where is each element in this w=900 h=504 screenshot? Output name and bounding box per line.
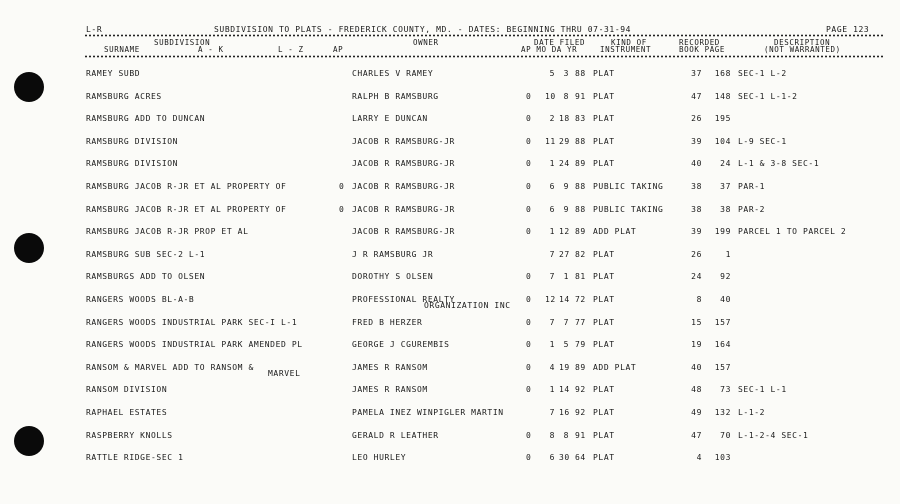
description: PARCEL 1 TO PARCEL 2 xyxy=(738,227,847,237)
owner-name: FRED B HERZER xyxy=(352,317,423,327)
description: L-9 SEC-1 xyxy=(738,136,787,146)
kind-of-instrument: PLAT xyxy=(593,272,615,282)
subdivision-name: RAMSBURG JACOB R-JR PROP ET AL xyxy=(86,227,249,237)
subdivision-name: RANSOM & MARVEL ADD TO RANSOM & xyxy=(86,362,254,372)
day: 12 xyxy=(559,227,570,237)
month: 5 xyxy=(549,69,555,78)
subdivision-name-continued: MARVEL xyxy=(268,368,301,378)
month: 10 xyxy=(545,91,556,101)
kind-of-instrument: PLAT xyxy=(593,91,615,101)
book: 38 xyxy=(691,204,702,214)
col-kind-of-header: KIND OF xyxy=(611,38,647,47)
year: 72 xyxy=(575,295,586,304)
subdivision-name: RAMSBURG DIVISION xyxy=(86,159,179,169)
subdivision-name: RAMSBURG ACRES xyxy=(86,91,162,101)
owner-name: PROFESSIONAL REALTY xyxy=(352,295,455,304)
page: 40 xyxy=(720,295,731,304)
book: 15 xyxy=(691,317,702,327)
day: 14 xyxy=(559,295,570,304)
month: 6 xyxy=(549,453,555,463)
page: 73 xyxy=(720,385,731,395)
subdivision-name: RAPHAEL ESTATES xyxy=(86,408,168,417)
book: 38 xyxy=(691,182,702,191)
book: 26 xyxy=(691,114,702,124)
kind-of-instrument: ADD PLAT xyxy=(593,362,637,372)
day: 9 xyxy=(563,204,569,214)
record-row xyxy=(0,295,900,310)
kind-of-instrument: PUBLIC TAKING xyxy=(593,204,664,214)
book: 26 xyxy=(691,249,702,259)
book: 39 xyxy=(691,136,702,146)
ap-flag: 0 xyxy=(526,204,532,214)
month: 1 xyxy=(549,340,555,350)
ap-flag: 0 xyxy=(526,453,532,463)
description: SEC-1 L-2 xyxy=(738,69,787,78)
subdivision-name: RAMSBURG DIVISION xyxy=(86,136,179,146)
book: 24 xyxy=(691,272,702,282)
book: 47 xyxy=(691,430,702,440)
kind-of-instrument: PLAT xyxy=(593,453,615,463)
subdivision-name: RAMSBURG JACOB R-JR ET AL PROPERTY OF xyxy=(86,204,287,214)
ap-flag: 0 xyxy=(526,295,532,304)
subdivision-name: RANSOM DIVISION xyxy=(86,385,168,395)
kind-of-instrument: PLAT xyxy=(593,385,615,395)
col-l-z-header: L - Z xyxy=(278,45,304,54)
day: 5 xyxy=(563,340,569,350)
owner-name: JACOB R RAMSBURG-JR xyxy=(352,136,455,146)
ap-flag: 0 xyxy=(526,272,532,282)
kind-of-instrument: PLAT xyxy=(593,159,615,169)
book: 40 xyxy=(691,159,702,169)
col-a-k-header: A - K xyxy=(198,45,224,54)
owner-name: JAMES R RANSOM xyxy=(352,362,428,372)
description: PAR-1 xyxy=(738,182,766,191)
year: 89 xyxy=(575,362,586,372)
page: 24 xyxy=(720,159,731,169)
day: 3 xyxy=(563,69,569,78)
day: 8 xyxy=(563,430,569,440)
subdivision-name: RAMSBURG ADD TO DUNCAN xyxy=(86,114,206,124)
ap-flag: 0 xyxy=(526,136,532,146)
year: 81 xyxy=(575,272,586,282)
book: 39 xyxy=(691,227,702,237)
subdivision-name: RAMEY SUBD xyxy=(86,69,141,78)
year: 91 xyxy=(575,91,586,101)
subdivision-name: RANGERS WOODS INDUSTRIAL PARK AMENDED PL xyxy=(86,340,303,350)
description: PAR-2 xyxy=(738,204,766,214)
kind-of-instrument: PLAT xyxy=(593,317,615,327)
year: 92 xyxy=(575,408,586,417)
record-row xyxy=(0,250,900,262)
book: 48 xyxy=(691,385,702,395)
owner-name: LARRY E DUNCAN xyxy=(352,114,428,124)
record-row xyxy=(0,137,900,149)
owner-name: PAMELA INEZ WINPIGLER MARTIN xyxy=(352,408,504,417)
kind-of-instrument: PLAT xyxy=(593,69,615,78)
day: 9 xyxy=(563,182,569,191)
col-instrument-header: INSTRUMENT xyxy=(600,45,652,54)
year: 88 xyxy=(575,182,586,191)
description: L-1 & 3-8 SEC-1 xyxy=(738,159,820,169)
owner-name: DOROTHY S OLSEN xyxy=(352,272,434,282)
col-ap-mo-da-yr-header: AP MO DA YR xyxy=(521,45,578,54)
month: 1 xyxy=(549,227,555,237)
page: 157 xyxy=(714,317,731,327)
page: 38 xyxy=(720,204,731,214)
page: 104 xyxy=(714,136,731,146)
col-recorded-header: RECORDED xyxy=(679,38,720,47)
record-row xyxy=(0,431,900,443)
record-row xyxy=(0,92,900,104)
year: 83 xyxy=(575,114,586,124)
subdivision-name: RANGERS WOODS BL-A-B xyxy=(86,295,195,304)
page: 92 xyxy=(720,272,731,282)
month: 6 xyxy=(549,204,555,214)
page: 103 xyxy=(714,453,731,463)
record-row xyxy=(0,272,900,284)
book: 37 xyxy=(691,69,702,78)
owner-name: JACOB R RAMSBURG-JR xyxy=(352,204,455,214)
ap-flag: 0 xyxy=(526,385,532,395)
col-ap-header: AP xyxy=(333,45,344,54)
owner-name: JACOB R RAMSBURG-JR xyxy=(352,227,455,237)
ap-flag: 0 xyxy=(526,340,532,350)
page: 164 xyxy=(714,340,731,350)
ap-flag: 0 xyxy=(526,114,532,124)
day: 29 xyxy=(559,136,570,146)
record-row xyxy=(0,385,900,397)
page: 157 xyxy=(714,362,731,372)
owner-name: JACOB R RAMSBURG-JR xyxy=(352,182,455,191)
col-description-header: DESCRIPTION xyxy=(774,38,831,47)
ap-mark: 0 xyxy=(339,182,345,191)
month: 1 xyxy=(549,159,555,169)
day: 19 xyxy=(559,362,570,372)
day: 16 xyxy=(559,408,570,417)
record-row xyxy=(0,69,900,81)
month: 7 xyxy=(549,272,555,282)
col-not-warranted-header: (NOT WARRANTED) xyxy=(764,45,841,54)
owner-name: LEO HURLEY xyxy=(352,453,407,463)
kind-of-instrument: PLAT xyxy=(593,295,615,304)
subdivision-name: RATTLE RIDGE-SEC 1 xyxy=(86,453,184,463)
year: 82 xyxy=(575,249,586,259)
subdivision-name: RANGERS WOODS INDUSTRIAL PARK SEC-I L-1 xyxy=(86,317,298,327)
day: 27 xyxy=(559,249,570,259)
day: 14 xyxy=(559,385,570,395)
subdivision-name: RAMSBURG JACOB R-JR ET AL PROPERTY OF xyxy=(86,182,287,191)
book: 47 xyxy=(691,91,702,101)
page: 199 xyxy=(714,227,731,237)
kind-of-instrument: PLAT xyxy=(593,114,615,124)
page-number: PAGE 123 xyxy=(826,25,870,34)
month: 11 xyxy=(545,136,556,146)
year: 79 xyxy=(575,340,586,350)
book: 49 xyxy=(691,408,702,417)
description: L-1-2-4 SEC-1 xyxy=(738,430,809,440)
kind-of-instrument: PUBLIC TAKING xyxy=(593,182,664,191)
kind-of-instrument: PLAT xyxy=(593,408,615,417)
book: 40 xyxy=(691,362,702,372)
year: 89 xyxy=(575,159,586,169)
report-code: L-R xyxy=(86,25,103,34)
year: 64 xyxy=(575,453,586,463)
record-row xyxy=(0,340,900,352)
subdivision-name: RAMSBURG SUB SEC-2 L-1 xyxy=(86,249,206,259)
month: 7 xyxy=(549,249,555,259)
record-row xyxy=(0,362,900,378)
ap-flag: 0 xyxy=(526,182,532,191)
month: 8 xyxy=(549,430,555,440)
col-date-filed-header: DATE FILED xyxy=(534,38,586,47)
ap-flag: 0 xyxy=(526,317,532,327)
page: 1 xyxy=(725,249,731,259)
ap-mark: 0 xyxy=(339,204,345,214)
month: 7 xyxy=(549,317,555,327)
kind-of-instrument: ADD PLAT xyxy=(593,227,637,237)
owner-name: J R RAMSBURG JR xyxy=(352,249,434,259)
col-subdivision-header: SUBDIVISION xyxy=(154,38,211,47)
month: 12 xyxy=(545,295,556,304)
asterisk-rule-top xyxy=(84,34,884,37)
ap-flag: 0 xyxy=(526,91,532,101)
record-row xyxy=(0,318,900,330)
kind-of-instrument: PLAT xyxy=(593,430,615,440)
page: 37 xyxy=(720,182,731,191)
record-row xyxy=(0,182,900,194)
year: 89 xyxy=(575,227,586,237)
subdivision-name: RAMSBURGS ADD TO OLSEN xyxy=(86,272,206,282)
ap-flag: 0 xyxy=(526,159,532,169)
day: 30 xyxy=(559,453,570,463)
year: 91 xyxy=(575,430,586,440)
page: 168 xyxy=(714,69,731,78)
year: 77 xyxy=(575,317,586,327)
subdivision-name: RASPBERRY KNOLLS xyxy=(86,430,173,440)
month: 4 xyxy=(549,362,555,372)
owner-name: JACOB R RAMSBURG-JR xyxy=(352,159,455,169)
owner-name-continued: ORGANIZATION INC xyxy=(424,301,511,310)
description: SEC-1 L-1-2 xyxy=(738,91,798,101)
ap-flag: 0 xyxy=(526,362,532,372)
page: 132 xyxy=(714,408,731,417)
owner-name: RALPH B RAMSBURG xyxy=(352,91,439,101)
description: SEC-1 L-1 xyxy=(738,385,787,395)
owner-name: CHARLES V RAMEY xyxy=(352,69,434,78)
kind-of-instrument: PLAT xyxy=(593,136,615,146)
month: 1 xyxy=(549,385,555,395)
book: 4 xyxy=(696,453,702,463)
owner-name: GEORGE J CGUREMBIS xyxy=(352,340,450,350)
record-row xyxy=(0,453,900,465)
month: 6 xyxy=(549,182,555,191)
year: 92 xyxy=(575,385,586,395)
record-row xyxy=(0,159,900,171)
record-row xyxy=(0,205,900,217)
record-row xyxy=(0,408,900,420)
day: 1 xyxy=(563,272,569,282)
year: 88 xyxy=(575,136,586,146)
col-book-page-header: BOOK PAGE xyxy=(679,45,726,54)
page: 148 xyxy=(714,91,731,101)
report-title: SUBDIVISION TO PLATS - FREDERICK COUNTY, MD. - DATES: BEGINNING THRU 07-31-94 xyxy=(214,25,632,34)
month: 2 xyxy=(549,114,555,124)
page: 70 xyxy=(720,430,731,440)
kind-of-instrument: PLAT xyxy=(593,340,615,350)
month: 7 xyxy=(549,408,555,417)
col-owner-header: OWNER xyxy=(413,38,439,47)
asterisk-rule-bottom xyxy=(84,55,884,58)
ap-flag: 0 xyxy=(526,430,532,440)
ap-flag: 0 xyxy=(526,227,532,237)
year: 88 xyxy=(575,204,586,214)
book: 19 xyxy=(691,340,702,350)
book: 8 xyxy=(696,295,702,304)
record-row xyxy=(0,114,900,126)
year: 88 xyxy=(575,69,586,78)
day: 18 xyxy=(559,114,570,124)
day: 24 xyxy=(559,159,570,169)
page: 195 xyxy=(714,114,731,124)
owner-name: JAMES R RANSOM xyxy=(352,385,428,395)
day: 7 xyxy=(563,317,569,327)
owner-name: GERALD R LEATHER xyxy=(352,430,439,440)
kind-of-instrument: PLAT xyxy=(593,249,615,259)
day: 8 xyxy=(563,91,569,101)
description: L-1-2 xyxy=(738,408,766,417)
record-row xyxy=(0,227,900,239)
col-surname-header: SURNAME xyxy=(104,45,140,54)
